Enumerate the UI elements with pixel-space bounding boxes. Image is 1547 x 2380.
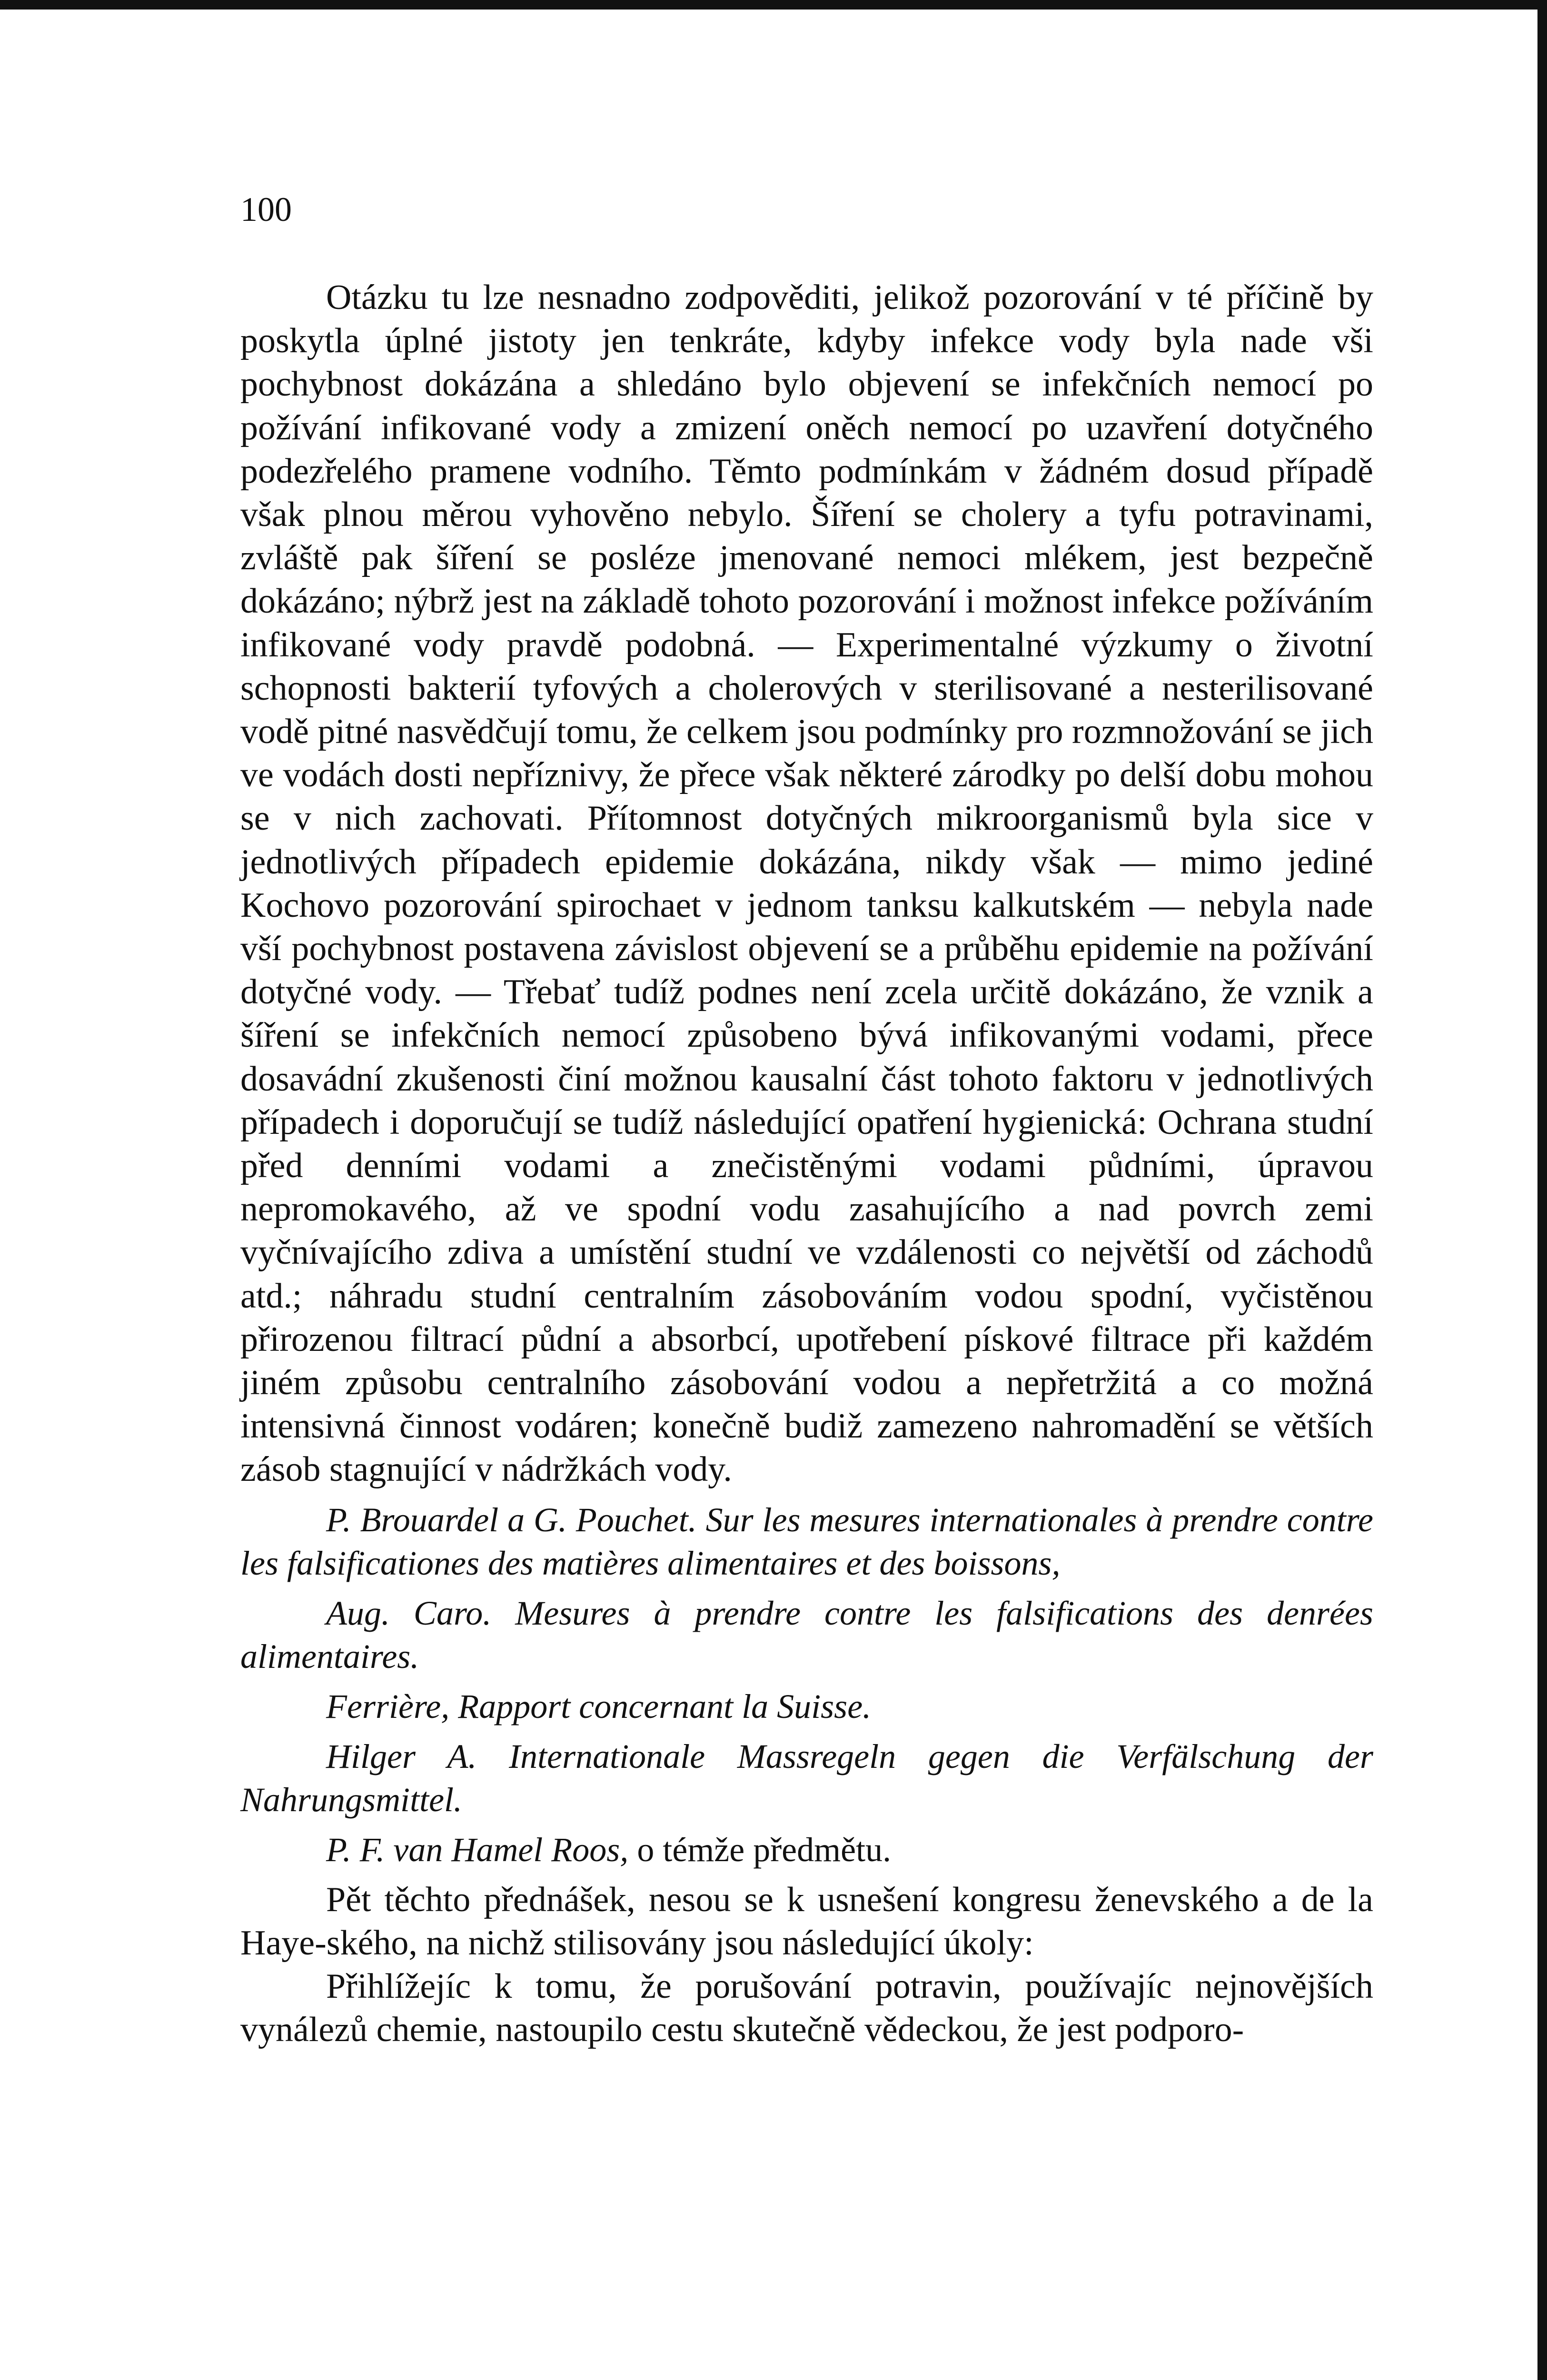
body-paragraph: Přihlížejíc k tomu, že porušování potravin, používajíc nejnovějších vynálezů chemie, nastoupilo cestu skutečně vědeckou, že jest podporo- xyxy=(240,1967,1373,2050)
reference-text: P. Brouardel a G. Pouchet. Sur les mesures internationales à prendre contre les falsificationes des matières alimentaires et des boissons, xyxy=(240,1500,1373,1582)
page-number: 100 xyxy=(240,190,292,228)
reference-text: Ferrière, Rapport concernant la Suisse. xyxy=(326,1687,872,1726)
reference-text: o témže předmětu. xyxy=(628,1830,892,1869)
reference-item xyxy=(240,1498,1373,1585)
reference-item xyxy=(240,1685,1373,1728)
body-paragraph: Pět těchto přednášek, nesou se k usnešení kongresu ženevského a de la Haye-ského, na nichž stilisovány jsou následující úkoly: xyxy=(240,1880,1373,1963)
reference-author: P. F. van Hamel Roos, xyxy=(326,1830,629,1869)
reference-item xyxy=(240,1828,1373,1872)
document-page xyxy=(240,188,1373,2052)
reference-item xyxy=(240,1592,1373,1678)
body-paragraph: Otázku tu lze nesnadno zodpověditi, jelikož pozorování v té příčině by poskytla úplné jistoty jen tenkráte, kdyby infekce vody byla nade vši pochybnost dokázána a shledáno bylo objevení se infekčních nemocí po požívání infikované vody a zmizení oněch nemocí po uzavření dotyčného podezřelého pramene vodního. Těmto podmínkám v žádném dosud případě však plnou měrou vyhověno nebylo. Šíření se cholery a tyfu potravinami, zvláště pak šíření se posléze jmenované nemoci mlékem, jest bezpečně dokázáno; nýbrž jest na základě tohoto pozorování i možnost infekce požíváním infikované vody pravdě podobná. — Experimentalné výzkumy o životní schopnosti bakterií tyfových a cholerových v sterilisované a nesterilisované vodě pitné nasvědčují tomu, že celkem jsou podmínky pro rozmnožování se jich ve vodách dosti nepříznivy, že přece však některé zárodky po delší dobu mohou se v nich zachovati. Přítomnost dotyčných mikroorganismů byla sice v jednotlivých případech epidemie dokázána, nikdy však — mimo jediné Kochovo pozorování spirochaet v jednom tanksu kalkutském — nebyla nade vší pochybnost postavena závislost objevení se a průběhu epidemie na požívání dotyčné vody. — Třebať tudíž podnes není zcela určitě dokázáno, že vznik a šíření se infekčních nemocí způsobeno bývá infikovanými vodami, přece dosavádní zkušenosti činí možnou kausalní část tohoto faktoru v jednotlivých případech i doporučují se tudíž následující opatření hygienická: Ochrana studní před denními vodami a znečistěnými vodami půdními, úpravou nepromokavého, až ve spodní vodu zasahujícího a nad povrch zemi vyčnívajícího zdiva a umístění studní ve vzdálenosti co největší od záchodů atd.; náhradu studní centralním zásobováním vodou spodní, vyčistěnou přirozenou filtrací půdní a absorbcí, upotřebení pískové filtrace při každém jiném způsobu centralního zásobování vodou a nepřetržitá a co možná intensivná činnost vodáren; konečně budiž zamezeno nahromadění se větších zásob stagnující v nádržkách vody. xyxy=(240,278,1373,1489)
reference-item xyxy=(240,1735,1373,1822)
reference-text: Aug. Caro. Mesures à prendre contre les falsifications des denrées alimentaires. xyxy=(240,1594,1373,1676)
reference-text: Hilger A. Internationale Massregeln gegen die Verfälschung der Nahrungsmittel. xyxy=(240,1737,1373,1819)
